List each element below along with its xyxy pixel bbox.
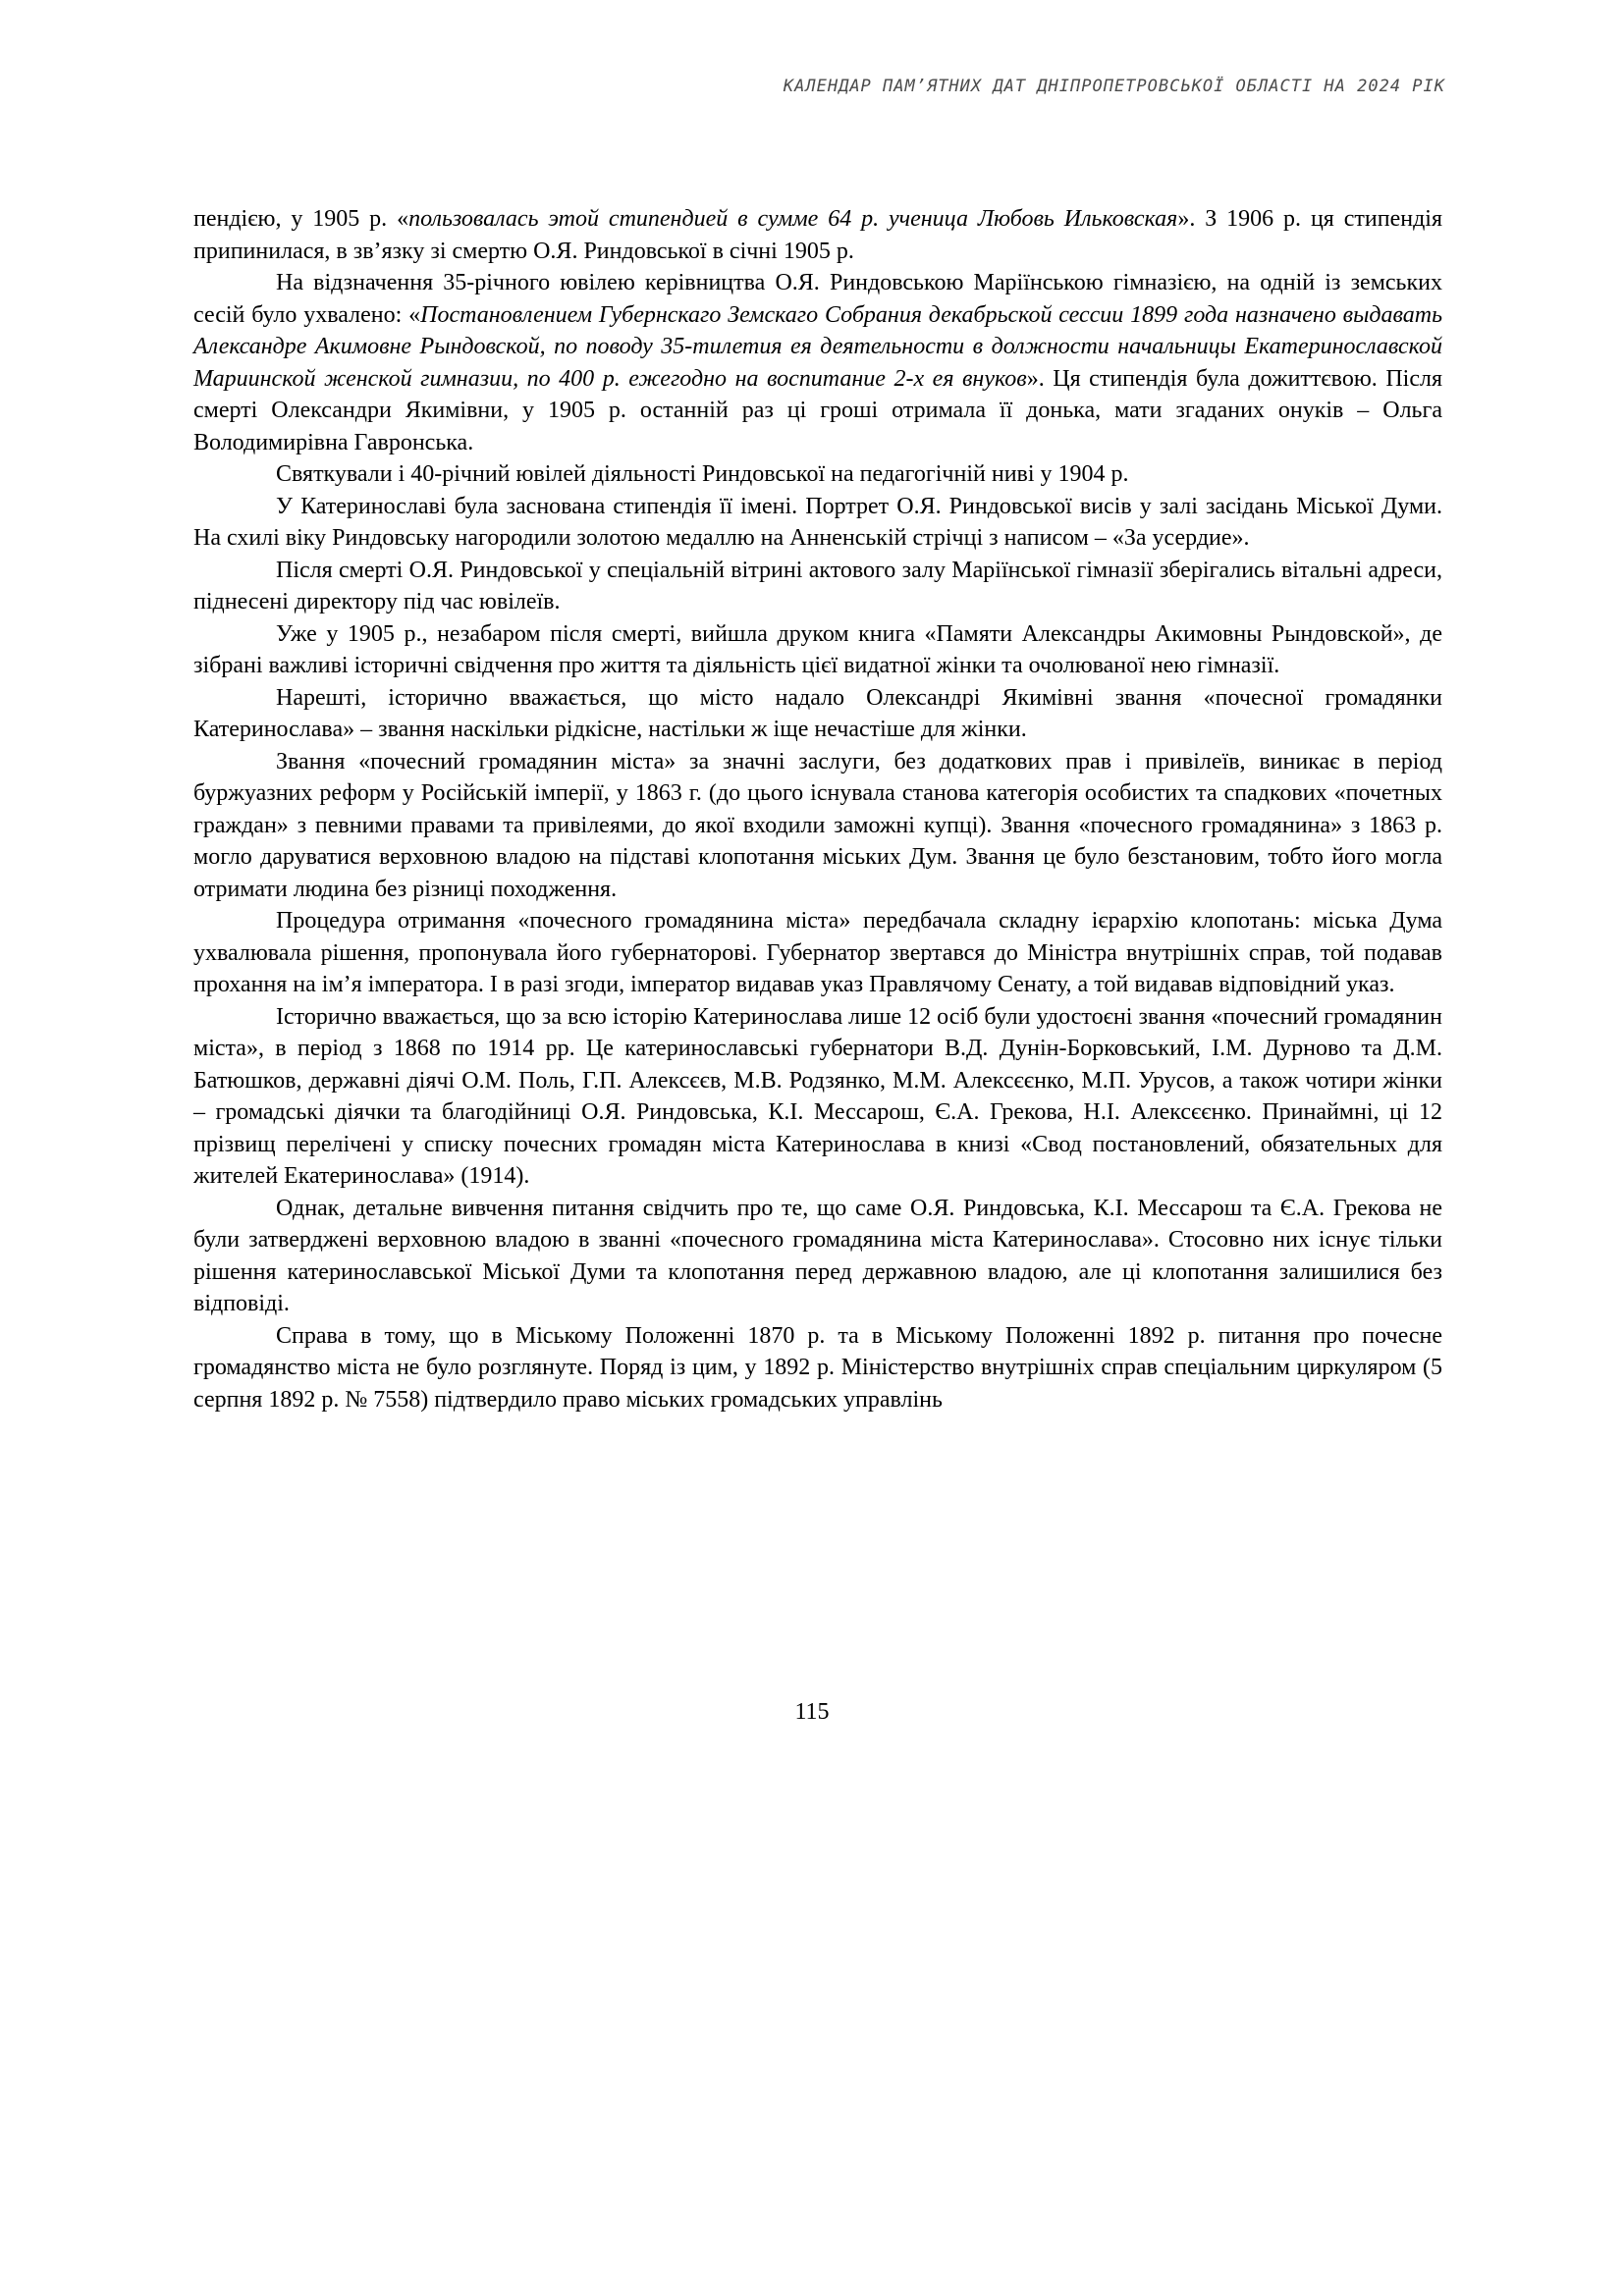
paragraph-2-lead: На відзначення 35-річного ювілею керівництва О.Я. Риндовською Маріїнською гімназією, на одній із земських сесій було ухвалено: « [193,270,1442,328]
page-number: 115 [794,1699,830,1725]
paragraph-1 [193,203,1442,267]
paragraph-1-lead: пендією, у 1905 р. « [193,206,409,232]
paragraph-4: У Катеринославі була заснована стипендія її імені. Портрет О.Я. Риндовської висів у залі засідань Міської Думи. На схилі віку Риндовську нагородили золотою медаллю на Анненській стрічці з написом – «За усердие». [193,493,1442,551]
paragraph-3: Святкували і 40-річний ювілей діяльності Риндовської на педагогічній ниві у 1904 р. [276,461,1129,487]
paragraph-12: Справа в тому, що в Міському Положенні 1870 р. та в Міському Положенні 1892 р. питання про почесне громадянство міста не було розглянуте. Поряд із цим, у 1892 р. Міністерство внутрішніх справ спеціальним циркуляром (5 серпня 1892 р. № 7558) підтвердило право міських громадських управлінь [193,1322,1442,1413]
paragraph-1-tail: ». З 1906 р. ця стипендія припинилася, в зв’язку зі смертю О.Я. Риндовської в січні 1905 р. [193,206,1442,264]
paragraph-2 [193,267,1442,458]
paragraph-1-quote: пользовалась этой стипендией в сумме 64 р. ученица Любовь Ильковская [408,206,1178,232]
paragraph-9: Процедура отримання «почесного громадянина міста» передбачала складну ієрархію клопотань: міська Дума ухвалювала рішення, пропонувала його губернаторові. Губернатор звертався до Міністра внутрішніх справ, той подавав прохання на ім’я імператора. І в разі згоди, імператор видавав указ Правлячому Сенату, а той видавав відповідний указ. [193,908,1442,997]
paragraph-6: Уже у 1905 р., незабаром після смерті, вийшла друком книга «Памяти Александры Акимовны Рындовской», де зібрані важливі історичні свідчення про життя та діяльність цієї видатної жінки та очолюваної нею гімназії. [193,620,1442,678]
running-header: КАЛЕНДАР ПАМ’ЯТНИХ ДАТ ДНІПРОПЕТРОВСЬКОЇ ОБЛАСТІ НА 2024 РІК [783,77,1445,96]
article-body [193,203,1442,1415]
paragraph-7: Нарешті, історично вважається, що місто надало Олександрі Якимівні звання «почесної громадянки Катеринослава» – звання наскільки рідкісне, настільки ж іще нечастіше для жінки. [193,684,1442,742]
paragraph-2-tail: ». Ця стипендія була дожиттєвою. Після смерті Олександри Якимівни, у 1905 р. останній раз ці гроші отримала її донька, мати згаданих онуків – Ольга Володимирівна Гавронська. [193,365,1442,455]
paragraph-10: Історично вважається, що за всю історію Катеринослава лише 12 осіб були удостоєні звання «почесний громадянин міста», в період з 1868 по 1914 рр. Це катеринославські губернатори В.Д. Дунін-Борковський, І.М. Дурново та Д.М. Батюшков, державні діячі О.М. Поль, Г.П. Алексєєв, М.В. Родзянко, М.М. Алексєєнко, М.П. Урусов, а також чотири жінки – громадські діячки та благодійниці О.Я. Риндовська, К.І. Мессарош, Є.А. Грекова, Н.І. Алексєєнко. Принаймні, ці 12 прізвищ перелічені у списку почесних громадян міста Катеринослава в книзі «Свод постановлений, обязательных для жителей Екатеринослава» (1914). [193,1003,1442,1189]
paragraph-5: Після смерті О.Я. Риндовської у спеціальній вітрині актового залу Маріїнської гімназії зберігались вітальні адреси, піднесені директору під час ювілеїв. [193,557,1442,614]
paragraph-2-quote: Постановлением Губернскаго Земскаго Собрания декабрьской сессии 1899 года назначено выдавать Александре Акимовне Рындовской, по поводу 35-тилетия ея деятельности в должности начальницы Екатеринославской Мариинской женской гимназии, по 400 р. ежегодно на воспитание 2-х ея внуков [193,301,1442,392]
paragraph-8: Звання «почесний громадянин міста» за значні заслуги, без додаткових прав і привілеїв, виникає в період буржуазних реформ у Російській імперії, у 1863 г. (до цього існувала станова категорія особистих та спадкових «почетных граждан» з певними правами та привілеями, до якої входили заможні купці). Звання «почесного громадянина» з 1863 р. могло даруватися верховною владою на підставі клопотання міських Дум. Звання це було безстановим, тобто його могла отримати людина без різниці походження. [193,748,1442,902]
paragraph-11: Однак, детальне вивчення питання свідчить про те, що саме О.Я. Риндовська, К.І. Мессарош та Є.А. Грекова не були затверджені верховною владою в званні «почесного громадянина міста Катеринослава». Стосовно них існує тільки рішення катеринославської Міської Думи та клопотання перед державною владою, але ці клопотання залишилися без відповіді. [193,1195,1442,1316]
